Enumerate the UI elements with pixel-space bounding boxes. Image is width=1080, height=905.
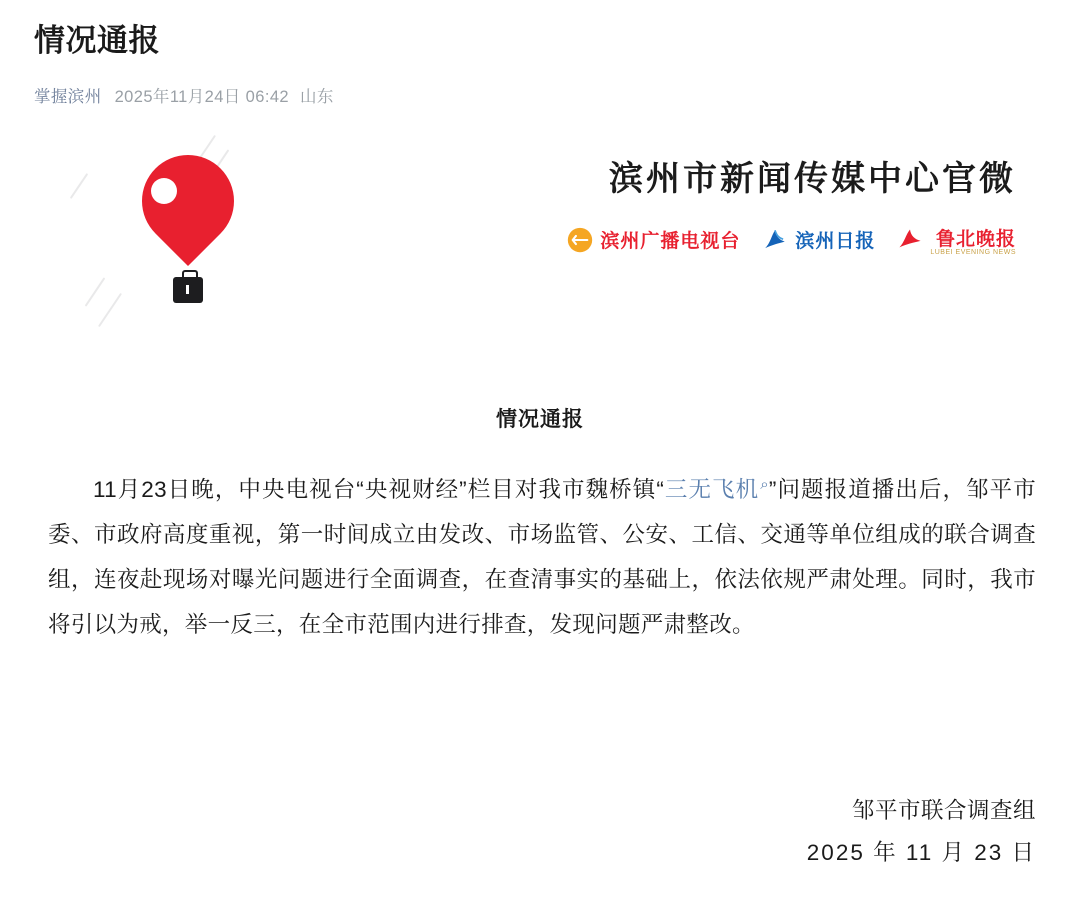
signer-name: 邹平市联合调查组 [851, 797, 1036, 823]
banner-image [34, 141, 1046, 351]
logo-sublabel: LUBEI EVENING NEWS [930, 248, 1016, 256]
location-pin-icon [120, 155, 260, 335]
signature-date: 2025 年 11 月 23 日 [806, 840, 1036, 866]
logo-binzhou-radio-tv [567, 226, 740, 253]
brand-title: 滨州市新闻传媒中心官微 [609, 159, 1016, 200]
briefcase-slot [186, 285, 189, 294]
meta-location: 山东 [299, 88, 334, 107]
pin-dot [151, 178, 177, 204]
logo-binzhou-daily [762, 226, 875, 253]
document-paragraph [34, 467, 1046, 647]
pin-shape [123, 136, 253, 266]
logo-label: 鲁北晚报 [935, 227, 1016, 250]
document-heading: 情况通报 [496, 408, 584, 432]
paragraph-text-after-link: ”问题报道播出后，邹平市委、市政府高度重视，第一时间成立由发改、市场监管、公安、工信、交通等单位组成的联合调查组，连夜赴现场对曝光问题进行全面调查，在查清事实的基础上，依法依规严肃处理。同时，我市将引以为戒，举一反三，在全市范围内进行排查，发现问题严肃整改。 [48, 477, 1037, 638]
logo-label: 滨州日报 [795, 230, 876, 253]
partner-logos [396, 224, 1016, 256]
decor-line-5 [70, 173, 88, 199]
decor-line-1 [98, 293, 122, 327]
daily-mark-icon [762, 227, 788, 253]
logo-lubei-evening-news [897, 224, 1016, 256]
decor-line-2 [85, 278, 106, 307]
meta-source[interactable]: 掌握滨州 [34, 88, 102, 107]
keyword-link[interactable]: 三无飞机 [664, 477, 760, 503]
evening-news-mark-icon [897, 227, 923, 253]
logo-label: 滨州广播电视台 [600, 231, 741, 253]
search-icon[interactable]: ⌕ [760, 475, 769, 493]
brand-block [396, 159, 1016, 256]
paragraph-text-before-link: 11月23日晚，中央电视台“央视财经”栏目对我市魏桥镇“ [93, 477, 665, 503]
article-meta [34, 83, 1046, 107]
document-signature [807, 790, 1036, 876]
radio-tv-mark-icon [567, 227, 593, 253]
page-title: 情况通报 [34, 23, 160, 58]
meta-datetime: 2025年11月24日 06:42 [114, 88, 289, 107]
